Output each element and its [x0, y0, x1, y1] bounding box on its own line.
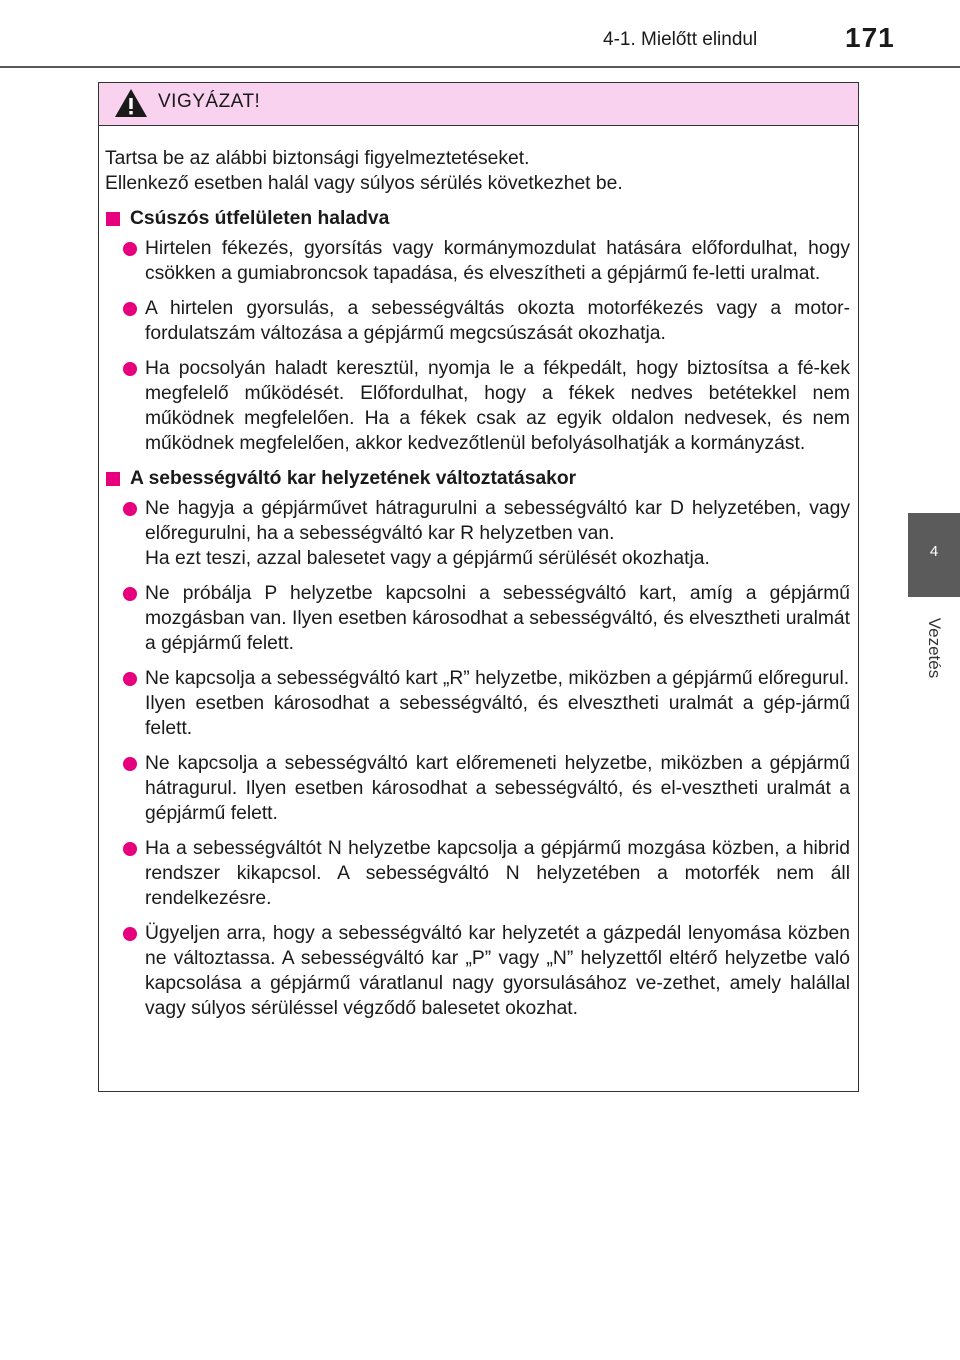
- bullet-item: [105, 666, 850, 741]
- bullet-item-text: Ne kapcsolja a sebességváltó kart „R” helyzetbe, miközben a gépjármű előregurul.: [145, 668, 850, 689]
- circle-bullet-icon: [123, 842, 137, 856]
- header-rule: [0, 66, 960, 68]
- bullet-item: [105, 296, 850, 346]
- bullet-item: [105, 921, 850, 1021]
- chapter-number: 4: [929, 543, 939, 560]
- circle-bullet-icon: [123, 587, 137, 601]
- chapter-label: Vezetés: [925, 617, 944, 679]
- section-heading: [105, 466, 850, 491]
- circle-bullet-icon: [123, 757, 137, 771]
- chapter-tab[interactable]: [908, 513, 960, 597]
- bullet-item-text: Ha pocsolyán haladt keresztül, nyomja le a fékpedált, hogy biztosítsa a fé-kek megfelelő működését. Előfordulhat, hogy a fékek nedves betétekkel nem működnek megfelelően. Ha a fékek csak az egyik oldalon nedvesek, és nem működnek megfelelően, akkor kedvezőtlenül befolyásolhatják a kormányzást.: [145, 358, 850, 454]
- intro-line: Tartsa be az alábbi biztonsági figyelmeztetéseket.: [105, 148, 530, 169]
- warning-body: [99, 126, 858, 1021]
- intro-line: Ellenkező esetben halál vagy súlyos sérülés következhet be.: [105, 173, 623, 194]
- warning-intro: [105, 146, 850, 196]
- bullet-item: [105, 751, 850, 826]
- warning-triangle-icon: [114, 88, 148, 118]
- warning-box: [98, 82, 859, 1092]
- circle-bullet-icon: [123, 302, 137, 316]
- section-title: 4-1. Mielőtt elindul: [603, 29, 758, 50]
- page-number: 171: [845, 22, 895, 53]
- page-header: [0, 0, 960, 68]
- square-bullet-icon: [106, 472, 120, 486]
- bullet-item-text: Ha ezt teszi, azzal balesetet vagy a gépjármű sérülését okozhatja.: [145, 548, 710, 569]
- circle-bullet-icon: [123, 927, 137, 941]
- square-bullet-icon: [106, 212, 120, 226]
- bullet-item: [105, 836, 850, 911]
- bullet-item: [105, 496, 850, 571]
- circle-bullet-icon: [123, 362, 137, 376]
- section-heading-text: Csúszós útfelületen haladva: [130, 208, 390, 229]
- warning-header: [99, 83, 858, 126]
- bullet-item-text: A hirtelen gyorsulás, a sebességváltás okozta motorfékezés vagy a motor-fordulatszám változása a gépjármű megcsúszását okozhatja.: [145, 298, 850, 344]
- bullet-item-text: Ilyen esetben károsodhat a sebességváltó, és elvesztheti uralmát a gép-jármű felett.: [145, 693, 850, 739]
- bullet-item: [105, 581, 850, 656]
- bullet-item: [105, 356, 850, 456]
- bullet-item: [105, 236, 850, 286]
- circle-bullet-icon: [123, 502, 137, 516]
- warning-title: VIGYÁZAT!: [158, 91, 261, 112]
- bullet-item-text: Hirtelen fékezés, gyorsítás vagy kormánymozdulat hatására előfordulhat, hogy csökken a gumiabroncsok tapadása, és elveszítheti a gépjármű fe-letti uralmat.: [145, 238, 850, 284]
- bullet-item-text: Ne hagyja a gépjárművet hátragurulni a sebességváltó kar D helyzetében, vagy előregurulni, ha a sebességváltó kar R helyzetben van.: [145, 498, 850, 544]
- section-heading: [105, 206, 850, 231]
- section-heading-text: A sebességváltó kar helyzetének változtatásakor: [130, 468, 577, 489]
- bullet-item-text: Ha a sebességváltót N helyzetbe kapcsolja a gépjármű mozgása közben, a hibrid rendszer kikapcsol. A sebességváltó N helyzetében a motorfék nem áll rendelkezésre.: [145, 838, 850, 909]
- circle-bullet-icon: [123, 672, 137, 686]
- bullet-item-text: Ne próbálja P helyzetbe kapcsolni a sebességváltó kart, amíg a gépjármű mozgásban van. Ilyen esetben károsodhat a sebességváltó, és elvesztheti uralmát a gépjármű felett.: [145, 583, 850, 654]
- bullet-item-text: Ne kapcsolja a sebességváltó kart előremeneti helyzetbe, miközben a gépjármű hátragurul. Ilyen esetben károsodhat a sebességváltó, és el-vesztheti uralmát a gépjármű felett.: [145, 753, 850, 824]
- circle-bullet-icon: [123, 242, 137, 256]
- bullet-item-text: Ügyeljen arra, hogy a sebességváltó kar helyzetét a gázpedál lenyomása közben ne változtassa. A sebességváltó kar „P” vagy „N” helyzettől eltérő helyzetbe való kapcsolása a gépjármű váratlanul nagy gyorsulásához ve-zethet, amely halállal vagy súlyos sérüléssel végződő balesetet okozhat.: [145, 923, 850, 1019]
